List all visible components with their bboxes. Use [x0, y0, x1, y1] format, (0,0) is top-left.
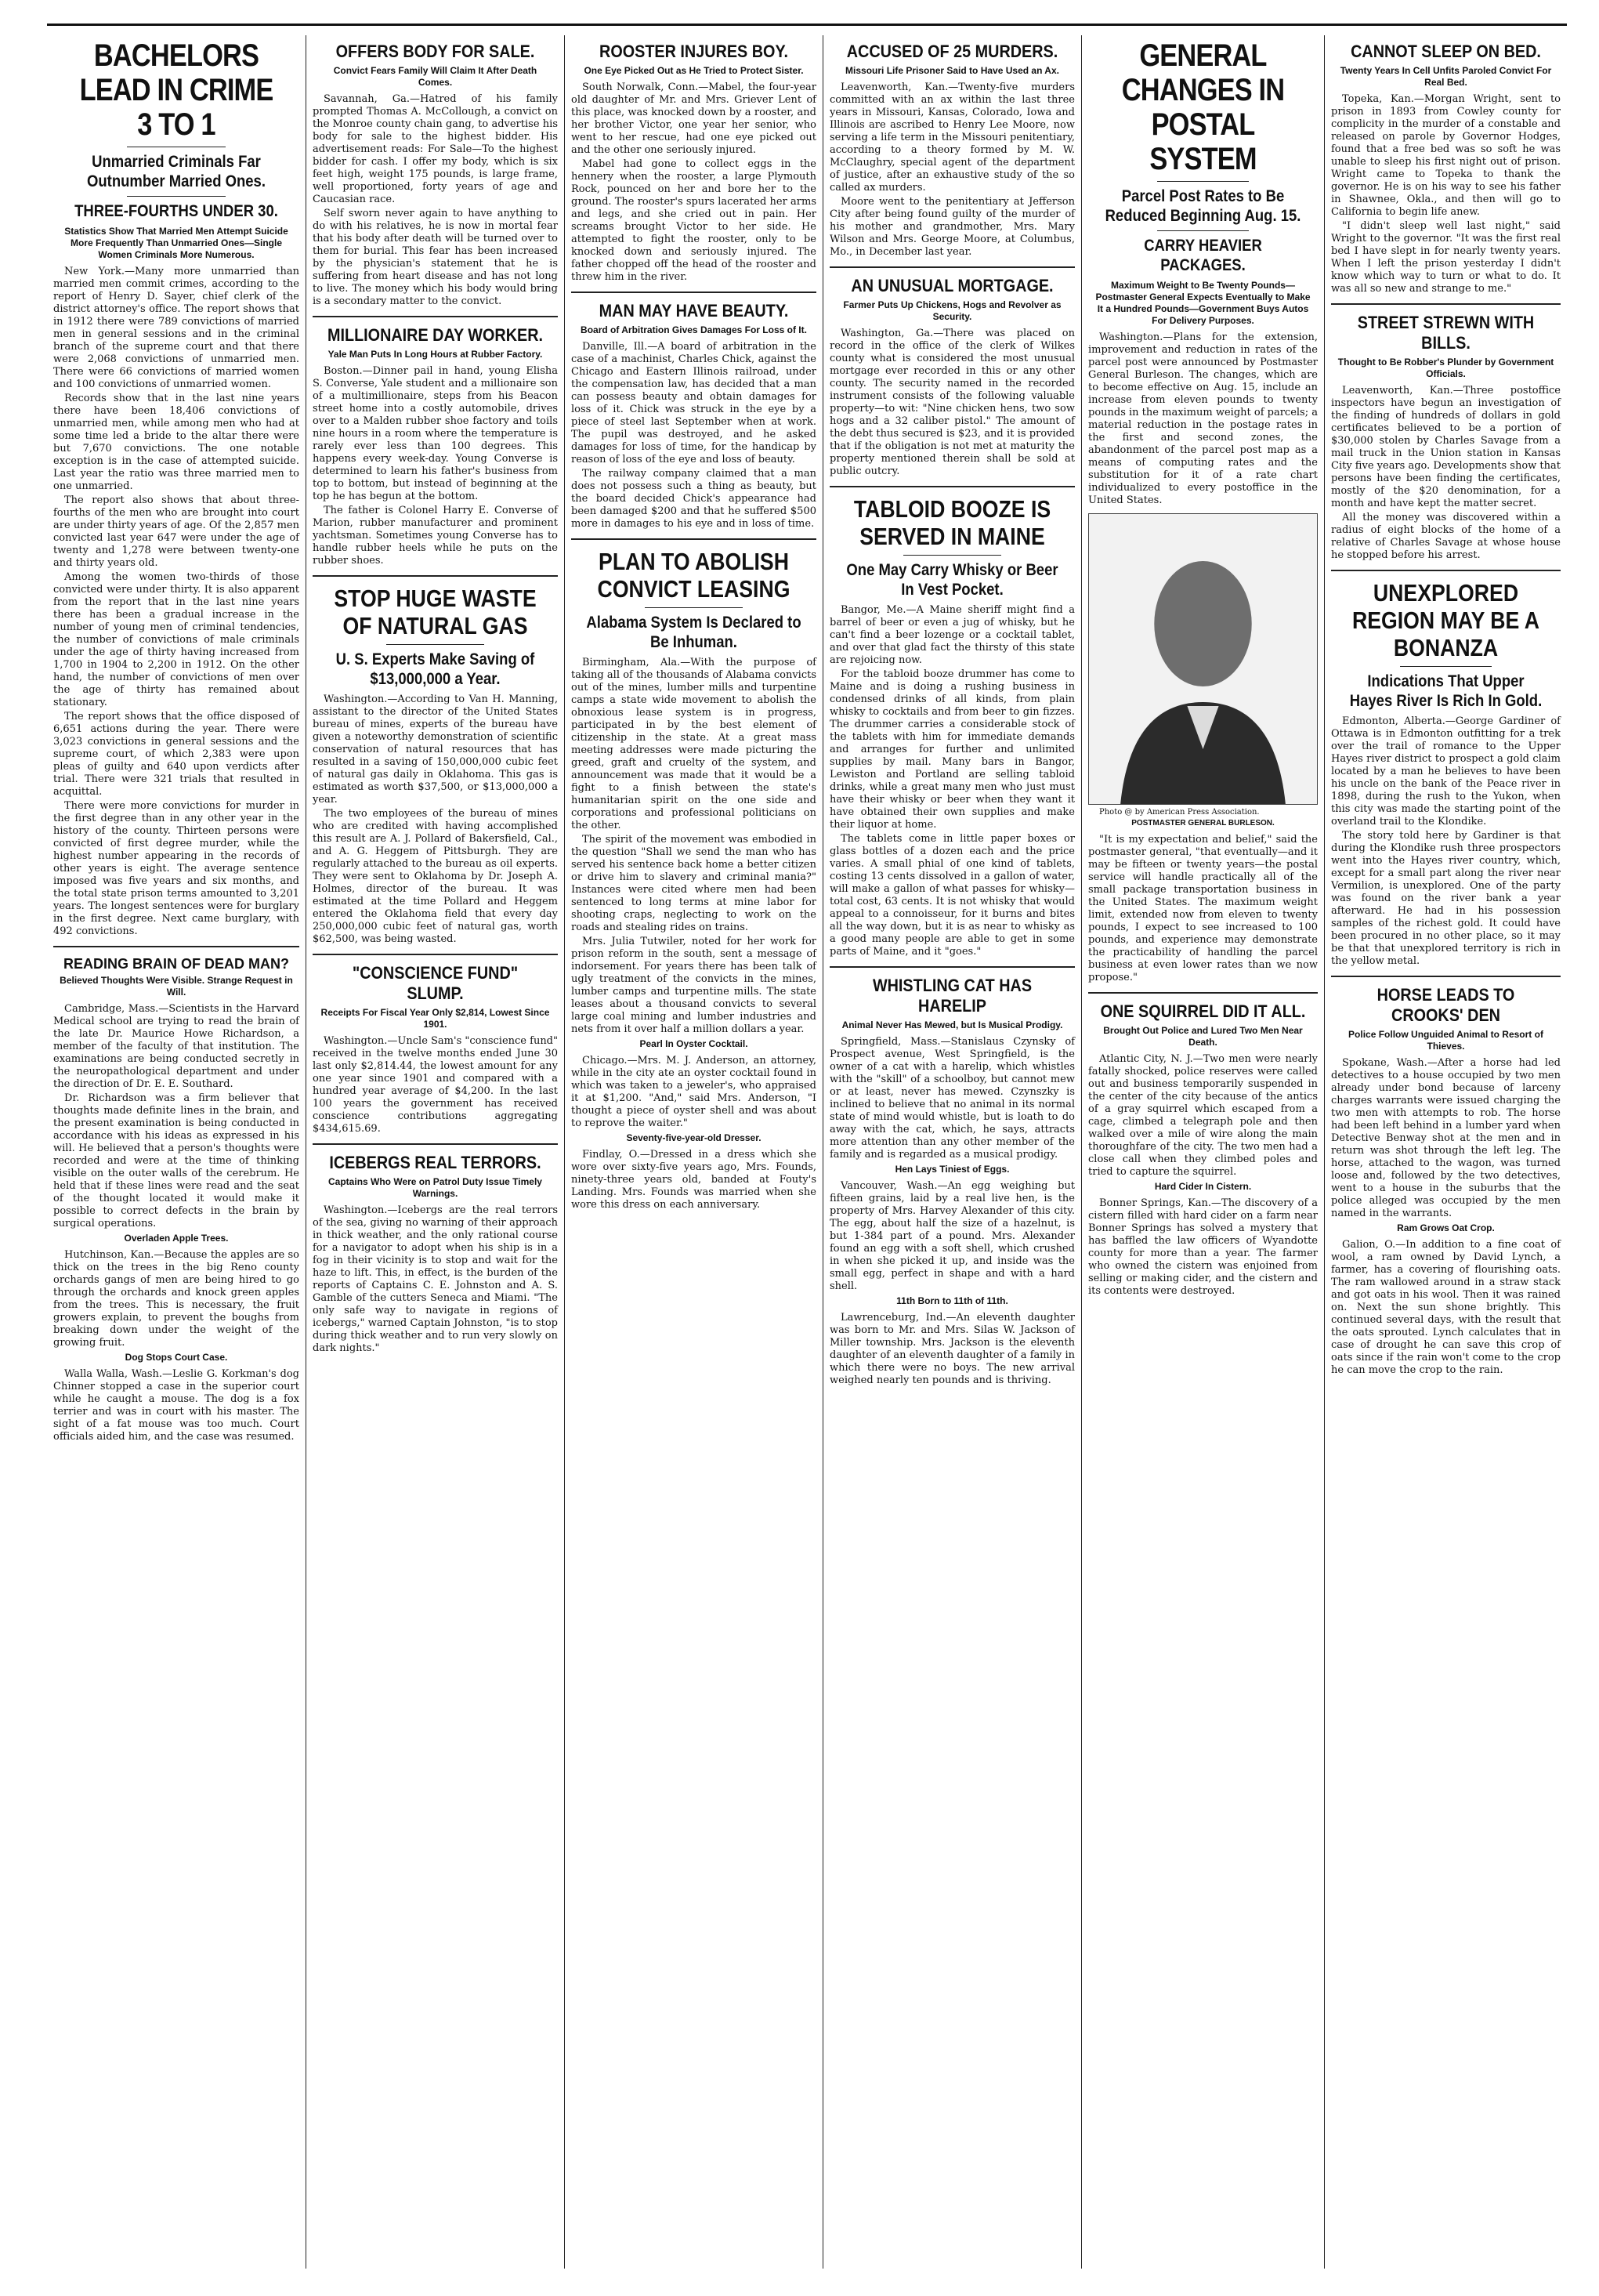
- headline-apple-trees: Overladen Apple Trees.: [124, 1233, 229, 1244]
- subhead-alabama: Alabama System Is Declared to Be Inhuman.: [586, 614, 801, 651]
- headline-accused-murders: ACCUSED OF 25 MURDERS.: [846, 42, 1058, 61]
- headline-horse-leads: HORSE LEADS TO CROOKS' DEN: [1377, 985, 1515, 1025]
- deck-animal: Animal Never Has Mewed, but Is Musical Prodigy.: [841, 1019, 1063, 1030]
- deck-yale: Yale Man Puts In Long Hours at Rubber Factory.: [327, 349, 543, 360]
- section-divider: [1088, 992, 1318, 994]
- subhead-three-fourths: THREE-FOURTHS UNDER 30.: [74, 202, 278, 220]
- article-paragraph: Bangor, Me.—A Maine sheriff might find a barrel of beer or even a jug of whisky, but he can't find a beer lozenge or a cocktail tablet, and over that glad fact the thirsty of this state are rejoicing now.: [830, 604, 1075, 666]
- article-paragraph: Mrs. Julia Tutwiler, noted for her work for prison reform in the south, sent a message of indorsement. For years there has been talk of ugly treatment of the convicts in the mines, lumber camps and turpentine mills. The state leases about a thousand convicts to several large coal mining and lumber industries and nets from it over half a million dollars a year.: [571, 936, 816, 1035]
- article-paragraph: Chicago.—Mrs. M. J. Anderson, an attorney, while in the city ate an oyster cocktail found in which was taken to a jeweler's, who appraised it at $1,200. "And," said Mrs. Anderson, "I thought a piece of oyster shell and was about to reprove the waiter.": [571, 1055, 816, 1129]
- headline-convict-leasing: PLAN TO ABOLISH CONVICT LEASING: [597, 548, 790, 603]
- headline-eleventh: 11th Born to 11th of 11th.: [896, 1295, 1008, 1306]
- article-paragraph: Self sworn never again to have anything to do with his relatives, he is now in mortal fear that his body after death will be turned over to them for burial. This fear has been increased by the physician's statement that he is suffering from heart disease and has not long to live. The money which his body would bring is a secondary matter to the convict.: [313, 208, 558, 307]
- article-paragraph: Birmingham, Ala.—With the purpose of taking all of the thousands of Alabama convicts out of the mines, lumber mills and turpentine camps a state wide movement to abolish the obnoxious lease system is in progress, participated in by the best element of citizenship in the state. At a great mass meeting addresses were made picturing the greed, graft and cruelty of the system, and announcement was made that it would be a fight to a finish between the state's humanitarian spirit on the one side and corporations and professional politicians on the other.: [571, 657, 816, 831]
- subhead-unmarried: Unmarried Criminals Far Outnumber Married Ones.: [87, 153, 266, 190]
- subhead-hayes-river: Indications That Upper Hayes River Is Rich In Gold.: [1349, 672, 1543, 710]
- headline-cannot-sleep: CANNOT SLEEP ON BED.: [1351, 42, 1541, 61]
- deck-arbitration: Board of Arbitration Gives Damages For Loss of It.: [581, 324, 807, 335]
- headline-squirrel: ONE SQUIRREL DID IT ALL.: [1100, 1001, 1306, 1021]
- deck-captains: Captains Who Were on Patrol Duty Issue Timely Warnings.: [328, 1176, 542, 1199]
- article-paragraph: Boston.—Dinner pail in hand, young Elisha S. Converse, Yale student and a millionaire son of a multimillionaire, steps from his Beacon street home into a costly automobile, drives over to a Malden rubber shoe factory and toils nine hours in a room where the temperature is rarely ever less than 100 degrees. This happens every week-day. Young Converse is determined to learn his father's business from top to bottom, but instead of beginning at the top he has begun at the bottom.: [313, 365, 558, 502]
- headline-pearl-oyster: Pearl In Oyster Cocktail.: [639, 1038, 748, 1049]
- article-paragraph: "It is my expectation and belief," said the postmaster general, "that eventually—and it may be fifteen or twenty years—the postal service will handle practically all of the small package transportation business in the United States. The maximum weight limit, extended now from eleven to twenty pounds, I expect to see increased to 100 pounds, and experience may demonstrate the practicability of handling the parcel business at even lower rates than we now propose.": [1088, 834, 1318, 983]
- article-paragraph: For the tabloid booze drummer has come to Maine and is doing a rushing business in condensed drinks of all kinds, from plain whisky to cocktails and from beer to gin fizzes. The drummer carries a considerable stock of the tablets with him for immediate demands and arranges for further and unlimited supplies by mail. Many bars in Bangor, Lewiston and Portland are selling tabloid drinks, while a great many men who just must have their whisky or beer when they want it have obtained their own supplies and make their liquor at home.: [830, 668, 1075, 831]
- article-paragraph: Findlay, O.—Dressed in a dress which she wore over sixty-five years ago, Mrs. Founds, ninety-three years old, banded at Fouty's Landing. Mrs. Founds was married when she wore this dress on each anniversary.: [571, 1149, 816, 1211]
- headline-hard-cider: Hard Cider In Cistern.: [1154, 1181, 1252, 1192]
- article-paragraph: Galion, O.—In addition to a fine coat of wool, a ram owned by David Lynch, a farmer, has a covering of flourishing oats. The ram wallowed around in a straw stack and got oats in his wool. Then it was rained on. Next the sun shone brightly. This continued several days, with the result that the oats sprouted. Lynch calculates that in case of drought he can save this crop of oats since if the rain won't come to the crop he can move the crop to the rain.: [1331, 1239, 1561, 1376]
- headline-street-bills: STREET STREWN WITH BILLS.: [1357, 313, 1535, 353]
- deck-robber: Thought to Be Robber's Plunder by Government Officials.: [1337, 357, 1554, 379]
- subhead-experts: U. S. Experts Make Saving of $13,000,000 a Year.: [335, 650, 535, 688]
- headline-natural-gas: STOP HUGE WASTE OF NATURAL GAS: [334, 585, 537, 639]
- article-paragraph: The story told here by Gardiner is that during the Klondike rush three prospectors went into the Hayes river country, which, except for a small part along the river near Vermilion, is unexplored. One of the party was found on the river bank a year afterward. He had in his possession samples of the richest gold. It could have been procured in no other place, so it may be that that unexplored territory is rich in the yellow metal.: [1331, 830, 1561, 967]
- article-paragraph: South Norwalk, Conn.—Mabel, the four-year old daughter of Mr. and Mrs. Griever Lent of this place, was knocked down by a rooster, and her brother Victor, one year her senior, who went to her rescue, had one eye picked out and the other one seriously injured.: [571, 81, 816, 156]
- divider: [645, 607, 743, 608]
- deck-statistics: Statistics Show That Married Men Attempt Suicide More Frequently Than Unmarried Ones—Single Women Criminals More Numerous.: [64, 226, 288, 260]
- deck-missouri: Missouri Life Prisoner Said to Have Used an Ax.: [845, 65, 1059, 76]
- article-paragraph: New York.—Many more unmarried than married men commit crimes, according to the report of Henry D. Sayer, chief clerk of the district attorney's office. The report shows that in 1912 there were 789 convictions of married men in general sessions and in the criminal branch of the supreme court and that there were 2,068 convictions of unmarried men. There were 66 convictions of married women and 100 convictions of unmarried women.: [53, 266, 299, 390]
- portrait-silhouette-icon: [1089, 514, 1317, 804]
- headline-whistling-cat: WHISTLING CAT HAS HARELIP: [872, 976, 1033, 1016]
- article-paragraph: Springfield, Mass.—Stanislaus Czynsky of Prospect avenue, West Springfield, is the owner of a cat with a harelip, which whistles with the "skill" of a schoolboy, but cannot mew or at least, never has mewed. Czynszky is inclined to believe that no animal in its normal state of mind would whistle, but is loath to do away with the cat, which, he says, attracts more attention than any other member of the family and is regarded as a musical prodigy.: [830, 1036, 1075, 1161]
- article-paragraph: Washington.—Uncle Sam's "conscience fund" received in the twelve months ended June 30 last only $2,814.44, the lowest amount for any one year since 1901 and compared with a hundred year average of $4,200. In the last 100 years the government has received conscience contributions aggregating $434,615.69.: [313, 1035, 558, 1135]
- article-paragraph: "I didn't sleep well last night," said Wright to the governor. "It was the first real bed I have slept in for nearly twenty years. When I left the prison yesterday I didn't know which way to turn or what to do. It was all so new and strange to me.": [1331, 220, 1561, 295]
- article-paragraph: Savannah, Ga.—Hatred of his family prompted Thomas A. McCollough, a convict on the Monroe county chain gang, to advertise his body for sale to the highest bidder. His advertisement reads: For Sale—To the highest bidder for cash. I offer my body, which is six feet high, weight 175 pounds, is large frame, well proportioned, forty years of age and Caucasian race.: [313, 93, 558, 205]
- column-6: [1324, 35, 1567, 2269]
- article-paragraph: Edmonton, Alberta.—George Gardiner of Ottawa is in Edmonton outfitting for a trek over the trail of romance to the Upper Hayes river district to prospect a gold claim located by a man he believes to have been his uncle on the bank of the Peace river in 1898, during the rush to the Yukon, when this city was made the starting point of the overland trail to the Klondike.: [1331, 715, 1561, 828]
- headline-tabloid-booze: TABLOID BOOZE IS SERVED IN MAINE: [853, 495, 1051, 550]
- deck-thoughts: Believed Thoughts Were Visible. Strange Request in Will.: [60, 975, 293, 998]
- article-paragraph: Vancouver, Wash.—An egg weighing but fifteen grains, laid by a real live hen, is the property of Mrs. Harvey Alexander of this city. The egg, about half the size of a hazelnut, is but 1-384 part of a pound. Mrs. Alexander found an egg with a soft shell, which crushed in when she picked it up, and inside was the small egg, perfect in shape and with a hard shell.: [830, 1180, 1075, 1292]
- section-divider: [313, 316, 558, 317]
- article-paragraph: The tablets come in little paper boxes or glass bottles of a dozen each and the price varies. A small phial of one kind of tablets, costing 13 cents dissolved in a gallon of water, will make a gallon of what passes for whisky—total cost, 63 cents. It is not whisky that would appeal to a connoisseur, for it burns and bites all the way down, but it is as near to whisky as a good many people are able to get in some parts of Maine, and it "goes.": [830, 833, 1075, 958]
- photo-credit: Photo @ by American Press Association.: [1099, 808, 1260, 817]
- headline-icebergs: ICEBERGS REAL TERRORS.: [329, 1153, 541, 1172]
- headline-reading-brain: READING BRAIN OF DEAD MAN?: [63, 956, 289, 972]
- headline-mortgage: AN UNUSUAL MORTGAGE.: [851, 276, 1054, 295]
- section-divider: [313, 1143, 558, 1145]
- section-divider: [53, 946, 299, 947]
- headline-rooster: ROOSTER INJURES BOY.: [599, 42, 788, 61]
- headline-ram-oats: Ram Grows Oat Crop.: [1397, 1222, 1495, 1233]
- deck-twenty-years: Twenty Years In Cell Unfits Paroled Convict For Real Bed.: [1340, 65, 1552, 88]
- section-divider: [1331, 303, 1561, 305]
- article-paragraph: Washington.—Icebergs are the real terrors of the sea, giving no warning of their approach in thick weather, and the only rational course for a navigator to adopt when his ship is in a fog in their vicinity is to stop and wait for the haze to lift. This, in effect, is the burden of the reports of Captains C. E. Johnston and A. S. Gamble of the cutters Seneca and Miami. "The only safe way to navigate in regions of icebergs," warned Captain Johnston, "is to stop during thick weather and to run very slowly on dark nights.": [313, 1204, 558, 1354]
- divider: [1157, 230, 1249, 231]
- section-divider: [571, 292, 816, 293]
- article-paragraph: Moore went to the penitentiary at Jefferson City after being found guilty of the murder of his mother and grandmother, Mrs. Mary Wilson and Mrs. George Moore, at Columbus, Mo., in December last year.: [830, 196, 1075, 258]
- divider: [386, 644, 484, 645]
- article-paragraph: Washington.—According to Van H. Manning, assistant to the director of the United States bureau of mines, experts of the bureau have given a noteworthy demonstration of scientific conservation of natural resources that has resulted in a saving of 150,000,000 cubic feet of natural gas daily in Oklahoma. This gas is estimated as worth $37,500, or $13,000,000 a year.: [313, 694, 558, 806]
- deck-receipts: Receipts For Fiscal Year Only $2,814, Lowest Since 1901.: [320, 1007, 550, 1030]
- article-paragraph: Danville, Ill.—A board of arbitration in the case of a machinist, Charles Chick, against the Chicago and Eastern Illinois railroad, under the compensation law, has decided that a man can possess beauty and obtain damages for loss of it. Chick was struck in the eye by a piece of steel last September when at work. The pupil was destroyed, and he asked damages for loss of time, for the handicap by reason of loss of the eye and loss of beauty.: [571, 341, 816, 465]
- article-paragraph: Walla Walla, Wash.—Leslie G. Korkman's dog Chinner stopped a case in the superior court while he caught a mouse. The dog is a fox terrier and was in court with his master. The sight of a fat mouse was too much. Court officials aided him, and the case was resumed.: [53, 1368, 299, 1443]
- deck-horse: Police Follow Unguided Animal to Resort of Thieves.: [1348, 1029, 1543, 1052]
- divider: [1157, 181, 1249, 182]
- section-divider: [313, 575, 558, 577]
- deck-farmer: Farmer Puts Up Chickens, Hogs and Revolver as Security.: [843, 299, 1062, 322]
- article-paragraph: Mabel had gone to collect eggs in the hennery when the rooster, a large Plymouth Rock, pounced on her and bore her to the ground. The rooster's spurs lacerated her arms and legs, and she cried out in pain. Her screams brought Victor to her side. He attempted to fight the rooster, only to be knocked down and seriously injured. The father chopped off the head of the rooster and threw him in the river.: [571, 158, 816, 283]
- article-paragraph: The spirit of the movement was embodied in the question "Shall we send the man who has served his sentence back home a better citizen or drive him to slavery and criminal mania?" Instances were cited where men had been sentenced to long terms at mine labor for shooting craps, neglecting to work on the roads and stealing rides on trains.: [571, 834, 816, 933]
- article-paragraph: Records show that in the last nine years there have been 18,406 convictions of unmarried men, while among men who had at some time led a bride to the altar there were but 7,670 convictions. The one notable exception is in the case of attempted suicide. Last year the ratio was three married men to one unmarried.: [53, 393, 299, 492]
- section-divider: [830, 966, 1075, 968]
- article-paragraph: Cambridge, Mass.—Scientists in the Harvard Medical school are trying to read the brain of the late Dr. Maurice Howe Richardson, a member of the faculty of that institution. The examinations are being conducted secretly in the neuropathological department and under the direction of Dr. E. E. Southard.: [53, 1003, 299, 1090]
- section-divider: [571, 538, 816, 540]
- divider: [903, 555, 1001, 556]
- headline-millionaire: MILLIONAIRE DAY WORKER.: [327, 325, 544, 345]
- article-paragraph: Washington, Ga.—There was placed on record in the office of the clerk of Wilkes county what is considered the most unusual mortgage ever recorded in this or any other county. The security named in the recorded instrument consists of the following valuable property—to wit: "Nine chicken hens, two sow hogs and a 32 caliber pistol." The amount of the debt thus secured is $23, and it is provided that if the obligation is not met at maturity the property mentioned therein shall be sold at public outcry.: [830, 328, 1075, 477]
- article-paragraph: Leavenworth, Kan.—Three postoffice inspectors have begun an investigation of the finding of hundreds of dollars in gold certificates believed to be a portion of $30,000 stolen by Charles Savage from a mail truck in the Union station in Kansas City five years ago. Developments show that persons have been finding the certificates, mostly of the $20 denomination, for a month and have kept the matter secret.: [1331, 385, 1561, 509]
- section-divider: [830, 486, 1075, 487]
- headline-conscience-fund: "CONSCIENCE FUND" SLUMP.: [352, 963, 519, 1003]
- article-paragraph: The report shows that the office disposed of 6,651 actions during the year. There were 3,023 convictions in general sessions and the supreme court, of which 2,383 were upon pleas of guilty and 640 upon verdicts after trial. There were 321 trials that resulted in acquittal.: [53, 711, 299, 798]
- article-paragraph: The railway company claimed that a man does not possess such a thing as beauty, but the board decided Chick's appearance had been damaged $200 and that he suffered $500 more in damages to his eye and in loss of time.: [571, 468, 816, 530]
- newspaper-page: [47, 24, 1567, 2275]
- article-paragraph: Topeka, Kan.—Morgan Wright, sent to prison in 1893 from Cowley county for complicity in the murder of a constable and released on parole by Governor Hodges, found that a free bed was so soft he was unable to sleep his first night out of prison. Wright came to Topeka to thank the governor. He is on his way to see his father in Shawnee, Okla., and then will go to California to begin life anew.: [1331, 93, 1561, 218]
- article-paragraph: Dr. Richardson was a firm believer that thoughts made definite lines in the brain, and the present examination is being conducted in accordance with his ideas as expressed in his will. He believed that a person's thoughts were recorded and were at the time of thinking visible on the outer walls of the cerebrum. He held that if these lines were read and the seat of the thought located it would make it possible to correct defects in the brain by surgical operations.: [53, 1092, 299, 1229]
- subhead-whisky: One May Carry Whisky or Beer In Vest Pocket.: [846, 561, 1058, 599]
- section-divider: [1331, 976, 1561, 977]
- column-5: [1081, 35, 1324, 2269]
- article-paragraph: Hutchinson, Kan.—Because the apples are so thick on the trees in the big Reno county orchards gangs of men are being hired to go through the orchards and knock green apples from the trees. This is necessary, the fruit growers explain, to prevent the boughs from breaking down under the weight of the growing fruit.: [53, 1249, 299, 1349]
- article-paragraph: Bonner Springs, Kan.—The discovery of a cistern filled with hard cider on a farm near Bonner Springs has solved a mystery that has baffled the law officers of Wyandotte county for more than a year. The farmer who owned the cistern was enjoined from selling or making cider, and the cistern and its contents were destroyed.: [1088, 1197, 1318, 1297]
- subhead-parcel-post: Parcel Post Rates to Be Reduced Beginning Aug. 15.: [1105, 187, 1301, 225]
- deck-convict: Convict Fears Family Will Claim It After Death Comes.: [333, 65, 537, 88]
- headline-postal-system: GENERAL CHANGES IN POSTAL SYSTEM: [1121, 38, 1285, 176]
- deck-police: Brought Out Police and Lured Two Men Near Death.: [1103, 1025, 1303, 1048]
- deck-one-eye: One Eye Picked Out as He Tried to Protect Sister.: [584, 65, 804, 76]
- divider: [1400, 666, 1492, 667]
- article-paragraph: The report also shows that about three-fourths of the men who are brought into court are under thirty years of age. Of the 2,857 men convicted last year 647 were under the age of twenty and 1,278 were between twenty-one and thirty years old.: [53, 494, 299, 569]
- headline-dresser: Seventy-five-year-old Dresser.: [626, 1132, 762, 1143]
- article-paragraph: All the money was discovered within a radius of eight blocks of the home of a relative of Charles Savage at whose house he stopped before his arrest.: [1331, 512, 1561, 561]
- column-2: [306, 35, 564, 2269]
- headline-dog-court: Dog Stops Court Case.: [125, 1352, 228, 1363]
- article-paragraph: Leavenworth, Kan.—Twenty-five murders committed with an ax within the last three years in Missouri, Kansas, Colorado, Iowa and Illinois are ascribed to Henry Lee Moore, now serving a life term in the Missouri penitentiary, according to a theory formed by M. W. McClaughry, special agent of the department of justice, after an exhaustive study of the so called ax murders.: [830, 81, 1075, 194]
- article-paragraph: There were more convictions for murder in the first degree than in any other year in the history of the county. Thirteen persons were convicted of first degree murder, while the highest number appearing in the records of other years is eight. The average sentence imposed was five years and six months, and the total state prison terms amounted to 3,201 years. The longest sentences were for burglary in the first degree. Next came burglary, with 492 convictions.: [53, 800, 299, 937]
- column-4: [823, 35, 1081, 2269]
- section-divider: [830, 266, 1075, 268]
- portrait-photo: [1088, 513, 1318, 805]
- article-paragraph: The father is Colonel Harry E. Converse of Marion, rubber manufacturer and prominent yachtsman. Sometimes young Converse has to handle rubber heels while he puts on the rubber shoes.: [313, 505, 558, 567]
- article-paragraph: Washington.—Plans for the extension, improvement and reduction in rates of the parcel post were announced by Postmaster General Burleson. The changes, which are to become effective on Aug. 15, include an increase from eleven pounds to twenty pounds in the maximum weight of parcels; a material reduction in the postage rates in the first and second zones, the abandonment of the parcel post map as a means of computing rates and the substitution for it of a rate chart individualized to every postoffice in the United States.: [1088, 331, 1318, 506]
- article-paragraph: Spokane, Wash.—After a horse had led detectives to a house occupied by two men already under bond because of larceny charges warrants were issued charging the two men with attempts to rob. The horse had been left behind in a lumber yard when Detective Benway shot at the men and in return was shot through the left leg. The horse, attached to the wagon, was turned loose and, followed by the two detectives, went to a house in the suburbs that the police alleged was occupied by the men named in the warrants.: [1331, 1057, 1561, 1219]
- article-paragraph: Lawrenceburg, Ind.—An eleventh daughter was born to Mr. and Mrs. Silas W. Jackson of Miller township. Mrs. Jackson is the eleventh daughter of an eleventh daughter of a family in which there were no boys. The new arrival weighed nearly ten pounds and is thriving.: [830, 1312, 1075, 1386]
- deck-maximum-weight: Maximum Weight to Be Twenty Pounds—Postmaster General Expects Eventually to Make It a Hundred Pounds—Government Buys Autos For Delivery Purposes.: [1095, 280, 1311, 326]
- headline-hen-eggs: Hen Lays Tiniest of Eggs.: [895, 1164, 1010, 1175]
- column-1: [47, 35, 306, 2269]
- article-paragraph: The two employees of the bureau of mines who are credited with having accomplished this result are A. J. Pollard of Bakersfield, Cal., and A. G. Heggem of Pittsburgh. They are regularly attached to the bureau as oil experts. They were sent to Oklahoma by Dr. Joseph A. Holmes, director of the bureau. It was estimated at the time Pollard and Heggem entered the Oklahoma field that every day 250,000,000 cubic feet of natural gas, worth $62,500, was being wasted.: [313, 808, 558, 945]
- article-paragraph: Among the women two-thirds of those convicted were under thirty. It is also apparent from the report that in the last nine years there has been a gradual increase in the number of young men of criminal tendencies, the number of convictions of male criminals under the age of thirty having increased from 1,700 in 1904 to 2,200 in 1912. On the other hand, the number of convictions of men over the age of thirty has remained about stationary.: [53, 571, 299, 708]
- headline-unexplored-region: UNEXPLORED REGION MAY BE A BONANZA: [1351, 579, 1539, 661]
- section-divider: [313, 954, 558, 955]
- photo-caption: POSTMASTER GENERAL BURLESON.: [1131, 819, 1275, 828]
- article-paragraph: Atlantic City, N. J.—Two men were nearly fatally shocked, police reserves were called out and business temporarily suspended in the center of the city because of the antics of a gray squirrel which escaped from a cage, climbed a telegraph pole and then walked over a mile of wire along the main thoroughfare of the city. The two men had a close call when they climbed poles and tried to capture the squirrel.: [1088, 1053, 1318, 1178]
- subhead-heavier-packages: CARRY HEAVIER PACKAGES.: [1144, 237, 1262, 274]
- section-divider: [1331, 570, 1561, 571]
- divider: [127, 196, 226, 197]
- headline-man-beauty: MAN MAY HAVE BEAUTY.: [599, 301, 789, 320]
- headline-bachelors: BACHELORS LEAD IN CRIME 3 TO 1: [79, 38, 273, 142]
- column-3: [564, 35, 823, 2269]
- headline-offers-body: OFFERS BODY FOR SALE.: [335, 42, 535, 61]
